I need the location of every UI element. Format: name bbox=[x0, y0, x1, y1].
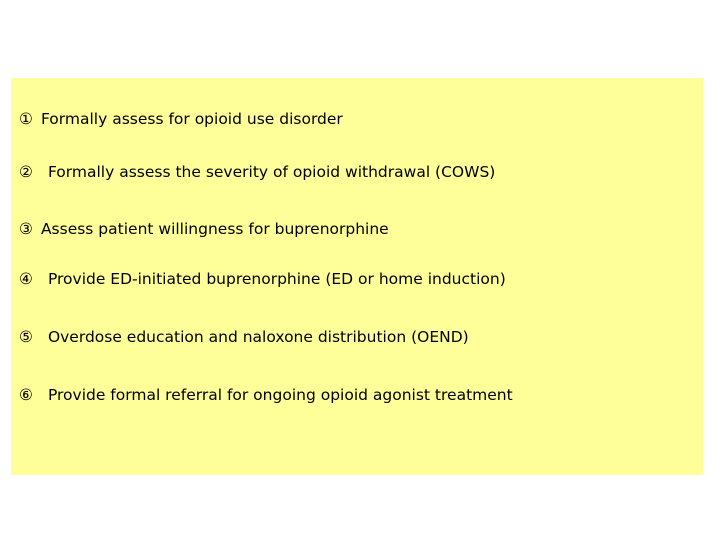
step-5-number: ⑤ bbox=[19, 328, 33, 346]
step-1-text: Formally assess for opioid use disorder bbox=[40, 110, 343, 128]
step-2-number: ② bbox=[19, 163, 33, 181]
step-4-number: ④ bbox=[19, 270, 33, 288]
step-2-text: Formally assess the severity of opioid withdrawal (COWS) bbox=[47, 163, 496, 181]
step-2 bbox=[19, 162, 495, 182]
step-4-text: Provide ED-initiated buprenorphine (ED or home induction) bbox=[47, 270, 506, 288]
step-6 bbox=[19, 385, 513, 405]
step-6-number: ⑥ bbox=[19, 386, 33, 404]
step-1 bbox=[19, 109, 343, 129]
step-3 bbox=[19, 219, 389, 239]
step-4 bbox=[19, 269, 506, 289]
step-5-text: Overdose education and naloxone distribution (OEND) bbox=[47, 328, 469, 346]
step-6-text: Provide formal referral for ongoing opioid agonist treatment bbox=[47, 386, 513, 404]
step-5 bbox=[19, 327, 469, 347]
step-1-number: ① bbox=[19, 110, 33, 128]
steps-panel bbox=[11, 78, 703, 475]
step-3-number: ③ bbox=[19, 220, 33, 238]
step-3-text: Assess patient willingness for buprenorphine bbox=[40, 220, 389, 238]
